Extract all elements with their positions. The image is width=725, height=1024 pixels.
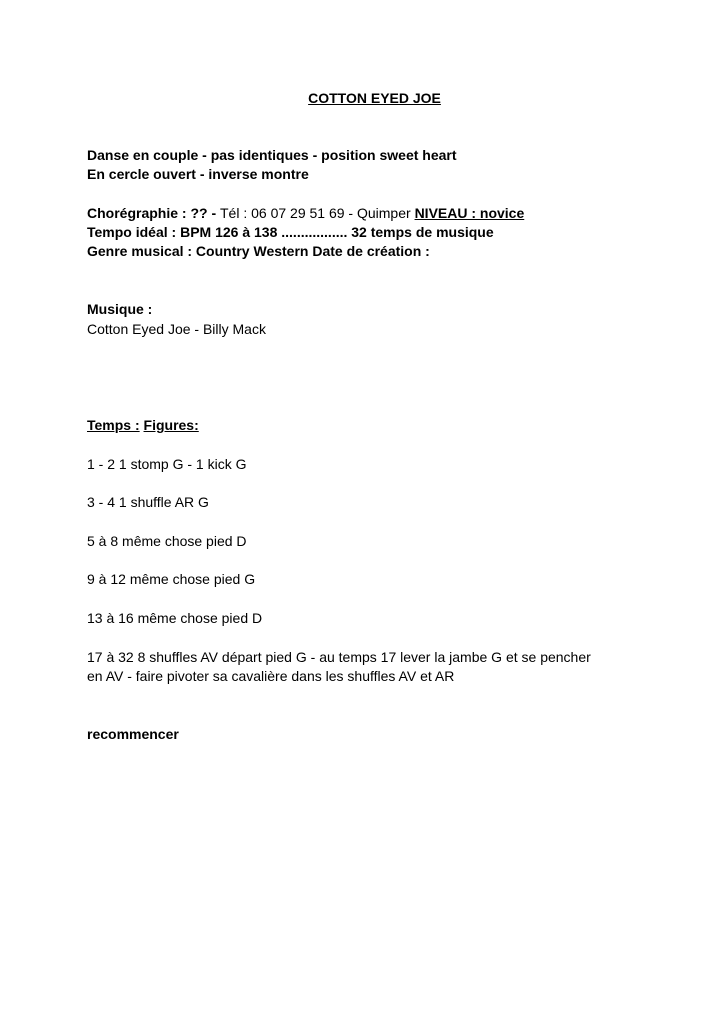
music-track: Cotton Eyed Joe - Billy Mack xyxy=(87,321,266,337)
steps-header-temps: Temps : xyxy=(87,417,140,433)
ending-text: recommencer xyxy=(87,726,179,742)
step-item: 5 à 8 même chose pied D xyxy=(87,533,247,549)
step-item: 3 - 4 1 shuffle AR G xyxy=(87,494,209,510)
level-label: NIVEAU : novice xyxy=(414,205,525,221)
genre-line: Genre musical : Country Western Date de création : xyxy=(87,243,430,259)
intro-line-2: En cercle ouvert - inverse montre xyxy=(87,166,309,182)
choreography-label: Chorégraphie : ?? - xyxy=(87,205,220,221)
step-item: 13 à 16 même chose pied D xyxy=(87,610,263,626)
final-step-line-1: 17 à 32 8 shuffles AV départ pied G - au temps 17 lever la jambe G et se pencher xyxy=(87,649,591,665)
final-step-line-2: en AV - faire pivoter sa cavalière dans les shuffles AV et AR xyxy=(87,668,455,684)
choreography-line xyxy=(87,204,524,223)
document-title: COTTON EYED JOE xyxy=(308,90,441,106)
intro-line-1: Danse en couple - pas identiques - position sweet heart xyxy=(87,147,457,163)
steps-header xyxy=(87,416,199,435)
step-item: 9 à 12 même chose pied G xyxy=(87,571,256,587)
choreography-contact: Tél : 06 07 29 51 69 - Quimper xyxy=(220,205,415,221)
tempo-line: Tempo idéal : BPM 126 à 138 ................. 32 temps de musique xyxy=(87,224,494,240)
music-label: Musique : xyxy=(87,301,153,317)
steps-header-figures: Figures: xyxy=(143,417,199,433)
step-item: 1 - 2 1 stomp G - 1 kick G xyxy=(87,456,247,472)
